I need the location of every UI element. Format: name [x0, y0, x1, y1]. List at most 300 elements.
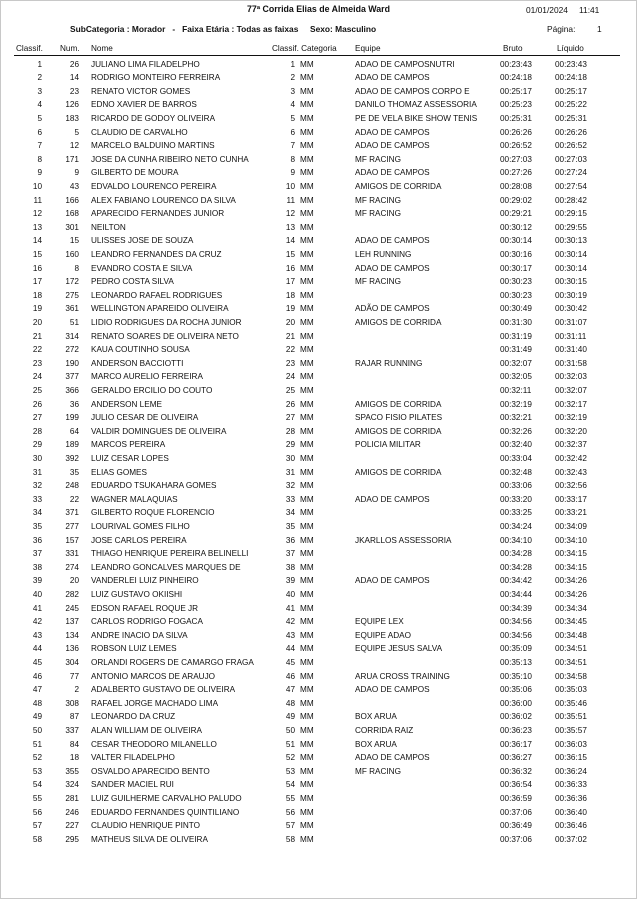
cell-pos: 6: [37, 127, 42, 137]
table-row: [0, 792, 637, 806]
cell-cat: MM: [300, 399, 314, 409]
cell-bruto: 00:32:19: [500, 399, 532, 409]
cell-pos: 36: [32, 535, 42, 545]
cell-nome: MARCELO BALDUINO MARTINS: [91, 141, 215, 151]
cell-nome: PEDRO COSTA SILVA: [91, 277, 174, 287]
cell-cat: MM: [300, 807, 314, 817]
cell-cat: MM: [300, 86, 314, 96]
cell-pos: 9: [37, 168, 42, 178]
cell-equipe: EQUIPE JESUS SALVA: [355, 644, 443, 654]
cell-cat-pos: 56: [285, 807, 295, 817]
cell-equipe: AMIGOS DE CORRIDA: [355, 181, 442, 191]
cell-num: 14: [69, 73, 79, 83]
cell-pos: 5: [37, 113, 42, 123]
table-row: [0, 833, 637, 847]
cell-equipe: MF RACING: [355, 766, 401, 776]
table-row: [0, 479, 637, 493]
cell-num: 392: [65, 453, 79, 463]
cell-num: 160: [65, 249, 79, 259]
table-row: [0, 71, 637, 85]
cell-nome: WAGNER MALAQUIAS: [91, 494, 178, 504]
cell-bruto: 00:25:17: [500, 86, 532, 96]
table-row: [0, 112, 637, 126]
cell-num: 84: [69, 739, 79, 749]
cell-liquido: 00:37:02: [555, 834, 587, 844]
cell-cat: MM: [300, 263, 314, 273]
cell-liquido: 00:36:24: [555, 766, 587, 776]
cell-pos: 41: [32, 603, 42, 613]
cell-liquido: 00:32:20: [555, 426, 587, 436]
cell-pos: 39: [32, 576, 42, 586]
cell-num: 277: [65, 521, 79, 531]
cell-cat-pos: 42: [285, 617, 295, 627]
cell-liquido: 00:32:07: [555, 385, 587, 395]
cell-num: 15: [69, 236, 79, 246]
cell-equipe: ADAO DE CAMPOS: [355, 753, 430, 763]
cell-num: 281: [65, 793, 79, 803]
cell-pos: 37: [32, 549, 42, 559]
cell-pos: 25: [32, 385, 42, 395]
cell-nome: VALTER FILADELPHO: [91, 753, 175, 763]
cell-equipe: ADAO DE CAMPOS: [355, 236, 430, 246]
cell-equipe: BOX ARUA: [355, 712, 397, 722]
cell-equipe: DANILO THOMAZ ASSESSORIA: [355, 100, 477, 110]
cell-liquido: 00:25:17: [555, 86, 587, 96]
cell-cat-pos: 4: [290, 100, 295, 110]
cell-cat: MM: [300, 385, 314, 395]
cell-nome: GILBERTO ROQUE FLORENCIO: [91, 508, 215, 518]
cell-cat-pos: 1: [290, 59, 295, 69]
table-row: [0, 180, 637, 194]
cell-nome: LUIZ GUILHERME CARVALHO PALUDO: [91, 793, 242, 803]
cell-bruto: 00:30:23: [500, 277, 532, 287]
cell-nome: EDUARDO FERNANDES QUINTILIANO: [91, 807, 240, 817]
cell-pos: 14: [32, 236, 42, 246]
table-row: [0, 221, 637, 235]
cell-num: 324: [65, 780, 79, 790]
cell-liquido: 00:29:15: [555, 209, 587, 219]
cell-num: 23: [69, 86, 79, 96]
cell-cat: MM: [300, 780, 314, 790]
cell-pos: 46: [32, 671, 42, 681]
cell-num: 166: [65, 195, 79, 205]
cell-cat-pos: 12: [285, 209, 295, 219]
cell-cat-pos: 44: [285, 644, 295, 654]
cell-num: 337: [65, 725, 79, 735]
cell-bruto: 00:32:21: [500, 413, 532, 423]
cell-pos: 54: [32, 780, 42, 790]
cell-pos: 52: [32, 753, 42, 763]
cell-nome: ANDERSON LEME: [91, 399, 162, 409]
cell-pos: 53: [32, 766, 42, 776]
cell-nome: ADALBERTO GUSTAVO DE OLIVEIRA: [91, 685, 236, 695]
cell-pos: 44: [32, 644, 42, 654]
cell-num: 43: [69, 181, 79, 191]
column-header-equipe: Equipe: [355, 44, 381, 53]
cell-num: 295: [65, 834, 79, 844]
cell-cat: MM: [300, 141, 314, 151]
cell-cat: MM: [300, 521, 314, 531]
cell-num: 366: [65, 385, 79, 395]
report-date: 01/01/2024: [526, 5, 568, 15]
cell-pos: 32: [32, 481, 42, 491]
cell-equipe: MF RACING: [355, 209, 401, 219]
cell-liquido: 00:36:33: [555, 780, 587, 790]
cell-num: 5: [74, 127, 79, 137]
cell-equipe: ADAO DE CAMPOSNUTRI: [355, 59, 455, 69]
cell-bruto: 00:29:21: [500, 209, 532, 219]
cell-cat-pos: 54: [285, 780, 295, 790]
cell-cat-pos: 6: [290, 127, 295, 137]
cell-equipe: ADÃO DE CAMPOS: [355, 304, 430, 314]
cell-nome: EDSON RAFAEL ROQUE JR: [91, 603, 199, 613]
cell-liquido: 00:32:17: [555, 399, 587, 409]
cell-num: 245: [65, 603, 79, 613]
cell-cat: MM: [300, 535, 314, 545]
cell-bruto: 00:33:20: [500, 494, 532, 504]
cell-cat-pos: 27: [285, 413, 295, 423]
cell-nome: LUIZ CESAR LOPES: [91, 453, 169, 463]
cell-pos: 38: [32, 562, 42, 572]
cell-nome: LEANDRO FERNANDES DA CRUZ: [91, 249, 222, 259]
cell-pos: 48: [32, 698, 42, 708]
cell-num: 36: [69, 399, 79, 409]
cell-cat: MM: [300, 277, 314, 287]
cell-equipe: AMIGOS DE CORRIDA: [355, 426, 442, 436]
cell-num: 274: [65, 562, 79, 572]
cell-liquido: 00:30:14: [555, 249, 587, 259]
cell-cat: MM: [300, 821, 314, 831]
cell-nome: GILBERTO DE MOURA: [91, 168, 179, 178]
cell-liquido: 00:36:46: [555, 821, 587, 831]
cell-pos: 33: [32, 494, 42, 504]
cell-cat: MM: [300, 249, 314, 259]
cell-nome: JULIO CESAR DE OLIVEIRA: [91, 413, 199, 423]
table-row: [0, 126, 637, 140]
table-row: [0, 302, 637, 316]
cell-num: 248: [65, 481, 79, 491]
cell-bruto: 00:32:26: [500, 426, 532, 436]
cell-bruto: 00:36:59: [500, 793, 532, 803]
cell-cat: MM: [300, 236, 314, 246]
column-header-classif-categoria: Classif. Categoria: [272, 44, 337, 53]
cell-cat: MM: [300, 358, 314, 368]
table-row: [0, 642, 637, 656]
cell-equipe: JKARLLOS ASSESSORIA: [355, 535, 452, 545]
cell-bruto: 00:34:44: [500, 589, 532, 599]
cell-cat-pos: 13: [285, 222, 295, 232]
cell-nome: LEONARDO DA CRUZ: [91, 712, 176, 722]
cell-liquido: 00:31:58: [555, 358, 587, 368]
cell-equipe: ARUA CROSS TRAINING: [355, 671, 450, 681]
column-header-classif: Classif.: [16, 44, 43, 53]
cell-nome: ALEX FABIANO LOURENCO DA SILVA: [91, 195, 236, 205]
cell-pos: 34: [32, 508, 42, 518]
cell-num: 301: [65, 222, 79, 232]
cell-num: 136: [65, 644, 79, 654]
cell-liquido: 00:23:43: [555, 59, 587, 69]
cell-cat: MM: [300, 725, 314, 735]
cell-bruto: 00:34:24: [500, 521, 532, 531]
table-row: [0, 506, 637, 520]
cell-bruto: 00:36:54: [500, 780, 532, 790]
cell-pos: 27: [32, 413, 42, 423]
cell-nome: ROBSON LUIZ LEMES: [91, 644, 177, 654]
cell-num: 371: [65, 508, 79, 518]
cell-pos: 45: [32, 657, 42, 667]
cell-cat-pos: 29: [285, 440, 295, 450]
cell-bruto: 00:29:02: [500, 195, 532, 205]
cell-cat: MM: [300, 508, 314, 518]
cell-cat-pos: 36: [285, 535, 295, 545]
cell-liquido: 00:34:34: [555, 603, 587, 613]
cell-equipe: PE DE VELA BIKE SHOW TENIS: [355, 113, 478, 123]
cell-pos: 51: [32, 739, 42, 749]
cell-bruto: 00:36:27: [500, 753, 532, 763]
cell-equipe: POLICIA MILITAR: [355, 440, 421, 450]
cell-bruto: 00:32:11: [500, 385, 532, 395]
cell-cat-pos: 35: [285, 521, 295, 531]
cell-cat-pos: 18: [285, 290, 295, 300]
cell-pos: 17: [32, 277, 42, 287]
cell-pos: 21: [32, 331, 42, 341]
cell-equipe: EQUIPE LEX: [355, 617, 404, 627]
cell-bruto: 00:34:10: [500, 535, 532, 545]
cell-nome: RODRIGO MONTEIRO FERREIRA: [91, 73, 221, 83]
cell-cat: MM: [300, 603, 314, 613]
cell-pos: 40: [32, 589, 42, 599]
cell-liquido: 00:25:31: [555, 113, 587, 123]
cell-cat-pos: 57: [285, 821, 295, 831]
cell-cat: MM: [300, 290, 314, 300]
cell-num: 87: [69, 712, 79, 722]
cell-liquido: 00:32:37: [555, 440, 587, 450]
cell-liquido: 00:27:24: [555, 168, 587, 178]
table-row: [0, 819, 637, 833]
cell-nome: RICARDO DE GODOY OLIVEIRA: [91, 113, 216, 123]
cell-bruto: 00:36:49: [500, 821, 532, 831]
cell-cat: MM: [300, 73, 314, 83]
cell-cat: MM: [300, 154, 314, 164]
cell-nome: LUIZ GUSTAVO OKIISHI: [91, 589, 183, 599]
cell-liquido: 00:35:57: [555, 725, 587, 735]
cell-equipe: ADAO DE CAMPOS CORPO E: [355, 86, 470, 96]
cell-bruto: 00:30:49: [500, 304, 532, 314]
table-row: [0, 615, 637, 629]
cell-bruto: 00:30:23: [500, 290, 532, 300]
cell-num: 18: [69, 753, 79, 763]
cell-cat-pos: 21: [285, 331, 295, 341]
cell-nome: CLAUDIO DE CARVALHO: [91, 127, 188, 137]
cell-num: 168: [65, 209, 79, 219]
table-row: [0, 370, 637, 384]
cell-cat-pos: 5: [290, 113, 295, 123]
cell-bruto: 00:27:26: [500, 168, 532, 178]
cell-bruto: 00:34:28: [500, 549, 532, 559]
cell-num: 2: [74, 685, 79, 695]
cell-nome: MARCOS PEREIRA: [91, 440, 166, 450]
header-rule: [14, 55, 620, 56]
column-header-liquido: Líquido: [557, 44, 584, 53]
cell-pos: 19: [32, 304, 42, 314]
cell-num: 331: [65, 549, 79, 559]
cell-num: 9: [74, 168, 79, 178]
cell-num: 137: [65, 617, 79, 627]
cell-pos: 3: [37, 86, 42, 96]
cell-pos: 43: [32, 630, 42, 640]
cell-liquido: 00:34:26: [555, 576, 587, 586]
cell-num: 308: [65, 698, 79, 708]
cell-liquido: 00:27:03: [555, 154, 587, 164]
cell-cat: MM: [300, 168, 314, 178]
cell-liquido: 00:26:26: [555, 127, 587, 137]
cell-bruto: 00:26:26: [500, 127, 532, 137]
cell-equipe: SPACO FISIO PILATES: [355, 413, 443, 423]
cell-liquido: 00:31:07: [555, 317, 587, 327]
cell-cat-pos: 19: [285, 304, 295, 314]
cell-liquido: 00:32:03: [555, 372, 587, 382]
cell-cat-pos: 49: [285, 712, 295, 722]
cell-nome: LEONARDO RAFAEL RODRIGUES: [91, 290, 223, 300]
cell-equipe: EQUIPE ADAO: [355, 630, 411, 640]
cell-nome: RENATO VICTOR GOMES: [91, 86, 191, 96]
cell-liquido: 00:35:46: [555, 698, 587, 708]
cell-cat-pos: 16: [285, 263, 295, 273]
cell-cat-pos: 30: [285, 453, 295, 463]
cell-bruto: 00:33:25: [500, 508, 532, 518]
cell-nome: RAFAEL JORGE MACHADO LIMA: [91, 698, 219, 708]
cell-cat: MM: [300, 195, 314, 205]
cell-cat-pos: 55: [285, 793, 295, 803]
cell-bruto: 00:31:19: [500, 331, 532, 341]
cell-equipe: ADAO DE CAMPOS: [355, 168, 430, 178]
cell-cat: MM: [300, 576, 314, 586]
cell-liquido: 00:32:56: [555, 481, 587, 491]
cell-liquido: 00:34:51: [555, 644, 587, 654]
cell-liquido: 00:35:03: [555, 685, 587, 695]
cell-bruto: 00:30:17: [500, 263, 532, 273]
table-row: [0, 520, 637, 534]
cell-num: 199: [65, 413, 79, 423]
cell-liquido: 00:34:15: [555, 549, 587, 559]
cell-num: 190: [65, 358, 79, 368]
table-row: [0, 316, 637, 330]
cell-liquido: 00:34:26: [555, 589, 587, 599]
cell-cat: MM: [300, 739, 314, 749]
cell-cat-pos: 17: [285, 277, 295, 287]
table-row: [0, 194, 637, 208]
cell-cat-pos: 33: [285, 494, 295, 504]
cell-nome: CARLOS RODRIGO FOGACA: [91, 617, 203, 627]
cell-liquido: 00:34:58: [555, 671, 587, 681]
cell-bruto: 00:35:06: [500, 685, 532, 695]
cell-equipe: BOX ARUA: [355, 739, 397, 749]
table-row: [0, 248, 637, 262]
cell-nome: RENATO SOARES DE OLIVEIRA NETO: [91, 331, 239, 341]
table-row: [0, 234, 637, 248]
cell-bruto: 00:35:10: [500, 671, 532, 681]
cell-liquido: 00:34:15: [555, 562, 587, 572]
cell-nome: ULISSES JOSE DE SOUZA: [91, 236, 194, 246]
table-row: [0, 656, 637, 670]
cell-cat-pos: 51: [285, 739, 295, 749]
cell-cat-pos: 2: [290, 73, 295, 83]
cell-nome: MARCO AURELIO FERREIRA: [91, 372, 203, 382]
cell-nome: VALDIR DOMINGUES DE OLIVEIRA: [91, 426, 227, 436]
cell-liquido: 00:36:36: [555, 793, 587, 803]
cell-cat-pos: 32: [285, 481, 295, 491]
cell-cat-pos: 31: [285, 467, 295, 477]
cell-pos: 30: [32, 453, 42, 463]
cell-cat: MM: [300, 100, 314, 110]
cell-bruto: 00:32:07: [500, 358, 532, 368]
cell-pos: 26: [32, 399, 42, 409]
cell-num: 8: [74, 263, 79, 273]
cell-num: 35: [69, 467, 79, 477]
cell-pos: 23: [32, 358, 42, 368]
cell-nome: SANDER MACIEL RUI: [91, 780, 174, 790]
cell-bruto: 00:30:16: [500, 249, 532, 259]
cell-bruto: 00:33:04: [500, 453, 532, 463]
cell-nome: EDVALDO LOURENCO PEREIRA: [91, 181, 217, 191]
table-row: [0, 683, 637, 697]
cell-liquido: 00:34:09: [555, 521, 587, 531]
cell-pos: 1: [37, 59, 42, 69]
cell-pos: 49: [32, 712, 42, 722]
cell-cat: MM: [300, 426, 314, 436]
table-row: [0, 139, 637, 153]
cell-cat: MM: [300, 372, 314, 382]
cell-equipe: MF RACING: [355, 195, 401, 205]
table-row: [0, 574, 637, 588]
table-row: [0, 411, 637, 425]
cell-bruto: 00:34:39: [500, 603, 532, 613]
cell-cat-pos: 39: [285, 576, 295, 586]
cell-pos: 13: [32, 222, 42, 232]
cell-pos: 58: [32, 834, 42, 844]
cell-equipe: MF RACING: [355, 154, 401, 164]
cell-equipe: CORRIDA RAIZ: [355, 725, 414, 735]
cell-liquido: 00:30:14: [555, 263, 587, 273]
cell-nome: OSVALDO APARECIDO BENTO: [91, 766, 210, 776]
cell-num: 355: [65, 766, 79, 776]
cell-liquido: 00:35:51: [555, 712, 587, 722]
cell-equipe: RAJAR RUNNING: [355, 358, 423, 368]
cell-cat: MM: [300, 440, 314, 450]
cell-nome: VANDERLEI LUIZ PINHEIRO: [91, 576, 199, 586]
cell-cat: MM: [300, 698, 314, 708]
cell-liquido: 00:33:21: [555, 508, 587, 518]
cell-cat-pos: 52: [285, 753, 295, 763]
cell-num: 157: [65, 535, 79, 545]
cell-cat: MM: [300, 113, 314, 123]
table-row: [0, 738, 637, 752]
cell-pos: 7: [37, 141, 42, 151]
cell-nome: LOURIVAL GOMES FILHO: [91, 521, 190, 531]
cell-cat: MM: [300, 657, 314, 667]
cell-cat: MM: [300, 617, 314, 627]
cell-cat-pos: 41: [285, 603, 295, 613]
table-row: [0, 602, 637, 616]
cell-liquido: 00:30:19: [555, 290, 587, 300]
table-row: [0, 629, 637, 643]
cell-bruto: 00:35:09: [500, 644, 532, 654]
cell-bruto: 00:37:06: [500, 807, 532, 817]
cell-cat-pos: 34: [285, 508, 295, 518]
cell-bruto: 00:28:08: [500, 181, 532, 191]
cell-bruto: 00:26:52: [500, 141, 532, 151]
cell-equipe: ADAO DE CAMPOS: [355, 576, 430, 586]
